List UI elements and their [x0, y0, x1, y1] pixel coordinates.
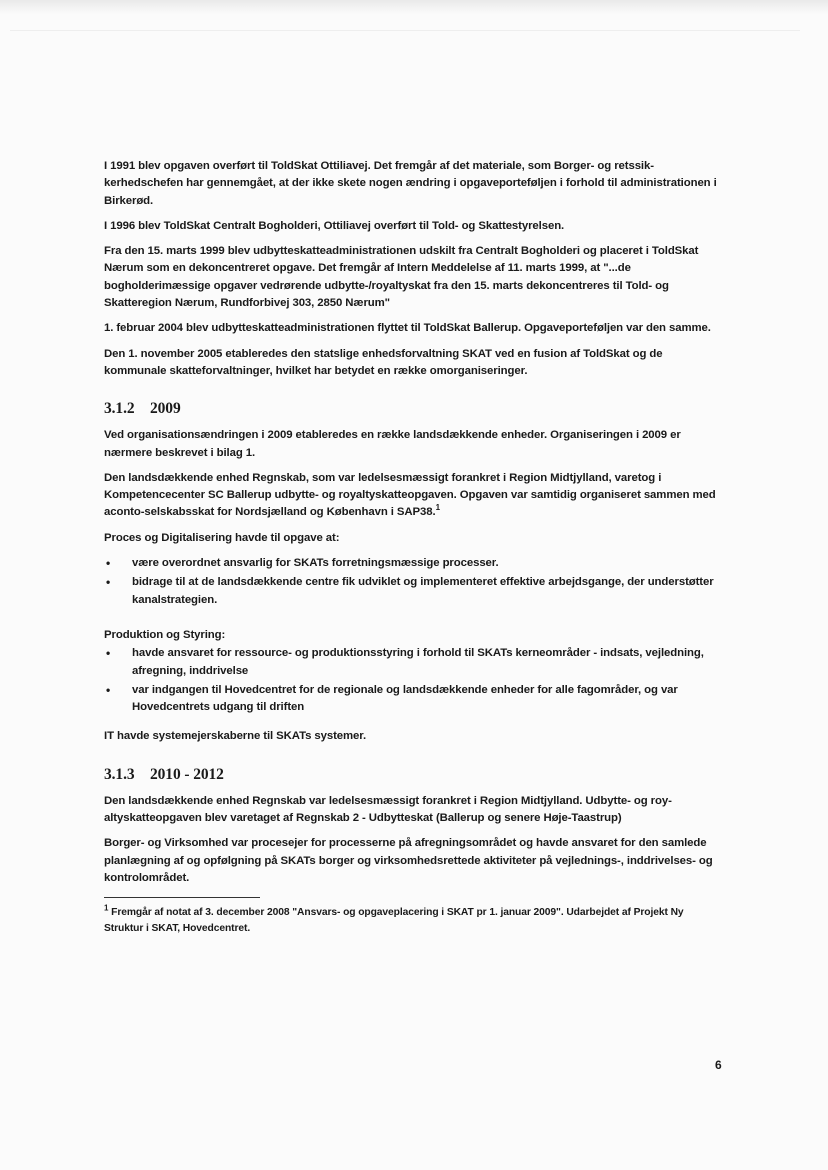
section-number: 3.1.2 — [104, 400, 135, 418]
footnote-divider — [104, 897, 260, 898]
list-item — [104, 682, 724, 717]
list-item-text: være overordnet ansvarlig for SKATs forretningsmæssige processer. — [132, 557, 499, 570]
scan-edge — [0, 0, 828, 14]
list-item-text: bidrage til at de landsdækkende centre fik udviklet og implementeret effektive arbejdsgange, der understøtter kanalstrategien. — [132, 576, 714, 606]
section-title: 2010 - 2012 — [150, 765, 224, 783]
page-number: 6 — [715, 1058, 722, 1072]
paragraph-1991: I 1991 blev opgaven overført til ToldSkat Ottiliavej. Det fremgår af det materiale, som Borger- og retssikkerhedschefen har gennemgået, at der ikke skete nogen ændring i opgaveporteføljen i forhold til administrationen i Birkerød. — [104, 160, 717, 207]
paragraph-regnskab — [104, 470, 724, 522]
footnote-reference[interactable]: 1 — [435, 503, 440, 513]
list-proces — [104, 555, 724, 609]
paragraph-borger-virksomhed: Borger- og Virksomhed var procesejer for processerne på afregningsområdet og havde ansvaret for den samlede planlægning af og opfølgning på SKATs borger og virksomhedsrettede aktiviteter på vejlednings-, inddrivelses- og kontrolområdet. — [104, 837, 713, 884]
list-item-text: havde ansvaret for ressource- og produktionsstyring i forhold til SKATs kerneområder - indsats, vejledning, afregning, inddrivelse — [132, 647, 704, 677]
list-item-text: var indgangen til Hovedcentret for de regionale og landsdækkende enheder for alle fagområder, og var Hovedcentrets udgang til driften — [132, 683, 678, 714]
list-label-produktion: Produktion og Styring: — [104, 628, 226, 641]
paragraph-1999: Fra den 15. marts 1999 blev udbytteskatteadministrationen udskilt fra Centralt Bogholderi og placeret i ToldSkat Nærum som en dekoncentreret opgave. Det fremgår af Intern Meddelelse af 11. marts 1999, at "...de bogholderimæssige opgaver vedrørende udbytte-/royaltyskat fra den 15. marts dekoncentreres til Told- og Skatteregion Nærum, Rundforbivej 303, 2850 Nærum" — [104, 245, 699, 310]
paragraph-2004: 1. februar 2004 blev udbytteskatteadministrationen flyttet til ToldSkat Ballerup. Opgaveporteføljen var den samme. — [104, 322, 711, 335]
section-heading-2010 — [104, 766, 724, 784]
paragraph-2005: Den 1. november 2005 etableredes den statslige enhedsforvaltning SKAT ved en fusion af ToldSkat og de kommunale skatteforvaltninger, hvilket har betydet en række omorganiseringer. — [104, 347, 663, 377]
bullet-icon: • — [106, 556, 111, 571]
footnote — [104, 905, 724, 937]
paragraph-proces: Proces og Digitalisering havde til opgave at: — [104, 531, 340, 544]
section-number: 3.1.3 — [104, 765, 135, 783]
list-produktion — [104, 645, 724, 716]
list-item — [104, 574, 724, 609]
footnote-text: Fremgår af notat af 3. december 2008 "Ansvars- og opgaveplacering i SKAT pr 1. januar 2009". Udarbejdet af Projekt Ny Struktur i SKAT, Hovedcentret. — [104, 907, 684, 935]
paragraph-organisation-2009: Ved organisationsændringen i 2009 etableredes en række landsdækkende enheder. Organiseringen i 2009 er nærmere beskrevet i bilag 1. — [104, 429, 681, 459]
footnote-marker: 1 — [104, 903, 109, 913]
paragraph-regnskab-2010: Den landsdækkende enhed Regnskab var ledelsesmæssigt forankret i Region Midtjylland. Udbytte- og royaltyskatteopgaven blev varetaget af Regnskab 2 - Udbytteskat (Ballerup og senere Høje-Taastrup) — [104, 794, 672, 825]
paragraph-it: IT havde systemejerskaberne til SKATs systemer. — [104, 730, 367, 743]
bullet-icon: • — [106, 682, 111, 697]
scan-line — [10, 30, 800, 31]
list-item — [104, 555, 724, 572]
bullet-icon: • — [106, 575, 111, 590]
page-content — [104, 158, 724, 937]
bullet-icon: • — [106, 646, 111, 661]
list-item — [104, 645, 724, 680]
section-heading-2009 — [104, 400, 724, 418]
section-title: 2009 — [150, 400, 181, 418]
paragraph-1996: I 1996 blev ToldSkat Centralt Bogholderi, Ottiliavej overført til Told- og Skattestyrelsen. — [104, 219, 565, 232]
paragraph-regnskab-text: Den landsdækkende enhed Regnskab, som var ledelsesmæssigt forankret i Region Midtjylland, varetog i Kompetencecenter SC Ballerup udbytte- og royaltyskatteopgaven. Opgaven var samtidig organiseret sammen med aconto-selskabsskat for Nordsjælland og København i SAP38. — [104, 471, 716, 519]
